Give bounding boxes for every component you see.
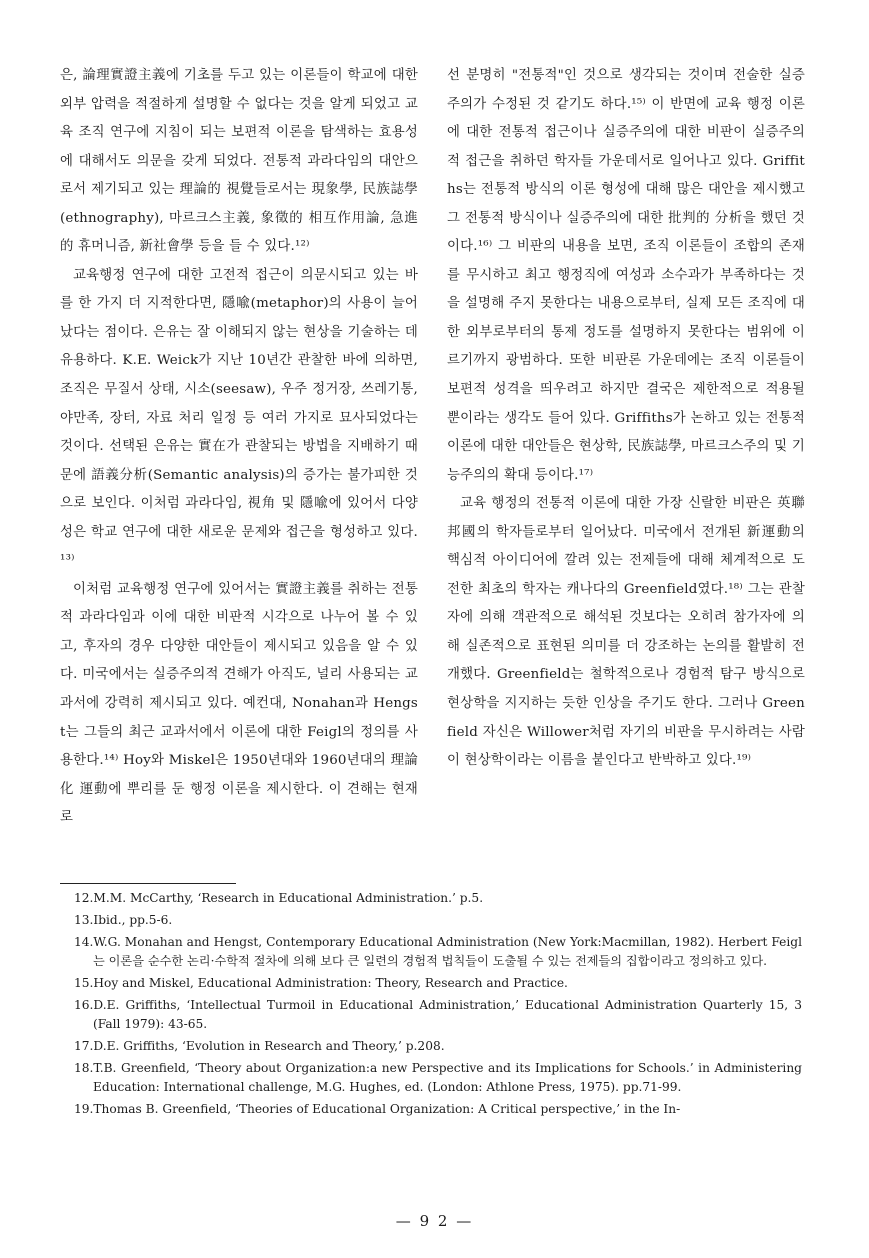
- footnote: [74, 1037, 802, 1056]
- footnote: [74, 1100, 802, 1119]
- footnote: [74, 911, 802, 930]
- footnote: [74, 974, 802, 993]
- footnote-number: 17.: [74, 1038, 94, 1053]
- footnote-number: 16.: [74, 998, 94, 1013]
- body-text: [60, 62, 805, 833]
- footnote-number: 13.: [74, 913, 94, 928]
- footnote-text: Hoy and Miskel, Educational Administration: Theory, Research and Practice.: [93, 975, 568, 990]
- footnote-text: W.G. Monahan and Hengst, Contemporary Educational Administration (New York:Macmillan, 1982). Herbert Feigl는 이론을 순수한 논리·수학적 절차에 의해 보다 큰 일련의 경험적 법칙들이 도출될 수 있는 전제들의 집합이라고 정의하고 있다.: [93, 935, 802, 968]
- paragraph: 선 분명히 "전통적"인 것으로 생각되는 것이며 전술한 실증주의가 수정된 것 같기도 하다.¹⁵⁾ 이 반면에 교육 행정 이론에 대한 전통적 접근이나 실증주의에 대한 비판이 실증주의적 접근을 취하던 학자들 가운데서로 일어나고 있다. Griffiths는 전통적 방식의 이론 형성에 대해 많은 대안을 제시했고 그 전통적 방식이나 실증주의에 대한 批判的 分析을 했던 것이다.¹⁶⁾ 그 비판의 내용을 보면, 조직 이론들이 조합의 존재를 무시하고 최고 행정직에 여성과 소수과가 부족하다는 것을 설명해 주지 못한다는 내용으로부터, 실제 모든 조직에 대한 외부로부터의 통제 정도를 설명하지 못한다는 범위에 이르기까지 광범하다. 또한 비판론 가운데에는 조직 이론들이 보편적 성격을 띄우려고 하지만 결국은 제한적으로 적용될 뿐이라는 생각도 들어 있다. Griffiths가 논하고 있는 전통적 이론에 대한 대안들은 현상학, 民族誌學, 마르크스주의 및 기능주의의 확대 등이다.¹⁷⁾: [447, 68, 805, 483]
- footnote-number: 14.: [74, 935, 94, 950]
- footnote: [74, 933, 802, 970]
- footnote-number: 12.: [74, 891, 94, 905]
- paragraph: 교육행정 연구에 대한 고전적 접근이 의문시되고 있는 바를 한 가지 더 지적한다면, 隱喩(metaphor)의 사용이 늘어났다는 점이다. 은유는 잘 이해되지 않는 현상을 기술하는 데 유용하다. K.E. Weick가 지난 10년간 관찰한 바에 의하면, 조직은 무질서 상태, 시소(seesaw), 우주 정거장, 쓰레기통, 야만족, 장터, 자료 처리 일정 등 여러 가지로 묘사되었다는 것이다. 선택된 은유는 實在가 관찰되는 방법을 지배하기 때문에 語義分析(Semantic analysis)의 증가는 불가피한 것으로 보인다. 이처럼 과라다임, 視角 및 隱喩에 있어서 다양성은 학교 연구에 대한 새로운 문제와 접근을 형성하고 있다.¹³⁾: [60, 267, 418, 569]
- paragraph: 이처럼 교육행정 연구에 있어서는 實證主義를 취하는 전통적 과라다임과 이에 대한 비판적 시각으로 나누어 볼 수 있고, 후자의 경우 다양한 대안들이 제시되고 있음을 알 수 있다. 미국에서는 실증주의적 견해가 아직도, 널리 사용되는 교과서에 강력히 제시되고 있다. 예컨대, Nonahan과 Hengst는 그들의 최근 교과서에서 이론에 대한 Feigl의 정의를 사용한다.¹⁴⁾ Hoy와 Miskel은 1950년대와 1960년대의 理論化 運動에 뿌리를 둔 행정 이론을 제시한다. 이 견해는 현재로: [60, 581, 418, 826]
- footnote-text: T.B. Greenfield, ‘Theory about Organization:a new Perspective and its Implications for Schools.’ in Administering Education: International challenge, M.G. Hughes, ed. (London: Athlone Press, 1975). pp.71-99.: [93, 1060, 802, 1094]
- right-column: [447, 62, 805, 833]
- paragraph: 교육 행정의 전통적 이론에 대한 가장 신랄한 비판은 英聯邦國의 학자들로부터 일어났다. 미국에서 전개된 新運動의 핵심적 아이디어에 깔려 있는 전제들에 대해 체계적으로 도전한 최초의 학자는 캐나다의 Greenfield였다.¹⁸⁾ 그는 관찰자에 의해 객관적으로 해석된 것보다는 오히려 참가자에 의해 실존적으로 표현된 의미를 더 강조하는 논의를 활발히 전개했다. Greenfield는 철학적으로나 경험적 탐구 방식으로 현상학을 지지하는 듯한 인상을 주기도 한다. 그러나 Greenfield 자신은 Willower처럼 자기의 비판을 무시하려는 사람이 현상학이라는 이름을 붙인다고 반박하고 있다.¹⁹⁾: [447, 496, 805, 769]
- footnote: [74, 889, 802, 908]
- footnote-number: 19.: [74, 1101, 94, 1116]
- footnote-divider: [60, 883, 236, 884]
- footnote-text: Ibid., pp.5-6.: [93, 913, 173, 928]
- footnote-text: D.E. Griffiths, ‘Intellectual Turmoil in Educational Administration,’ Educational Administration Quarterly 15, 3 (Fall 1979): 43-65.: [93, 998, 802, 1031]
- footnote: [74, 996, 802, 1033]
- footnote-text: D.E. Griffiths, ‘Evolution in Research and Theory,’ p.208.: [93, 1038, 445, 1053]
- left-column: [60, 62, 418, 833]
- paragraph: 은, 論理實證主義에 기초를 두고 있는 이론들이 학교에 대한 외부 압력을 적절하게 설명할 수 없다는 것을 알게 되었고 교육 조직 연구에 지침이 되는 보편적 이론을 탐색하는 효용성에 대해서도 의문을 갖게 되었다. 전통적 과라다임의 대안으로서 제기되고 있는 理論的 視覺들로서는 現象學, 民族誌學(ethnography), 마르크스主義, 象徵的 相互作用論, 急進的 휴머니즘, 新社會學 등을 들 수 있다.¹²⁾: [60, 68, 418, 255]
- footnote: [74, 1059, 802, 1096]
- footnote-text: M.M. McCarthy, ‘Research in Educational Administration.’ p.5.: [93, 891, 484, 905]
- footnote-number: 15.: [74, 975, 94, 990]
- footnote-number: 18.: [74, 1060, 94, 1075]
- footnote-text: Thomas B. Greenfield, ‘Theories of Educational Organization: A Critical perspective,’ in the In-: [93, 1101, 681, 1116]
- page-number: — 9 2 —: [395, 1212, 474, 1230]
- footnotes: [74, 889, 802, 1122]
